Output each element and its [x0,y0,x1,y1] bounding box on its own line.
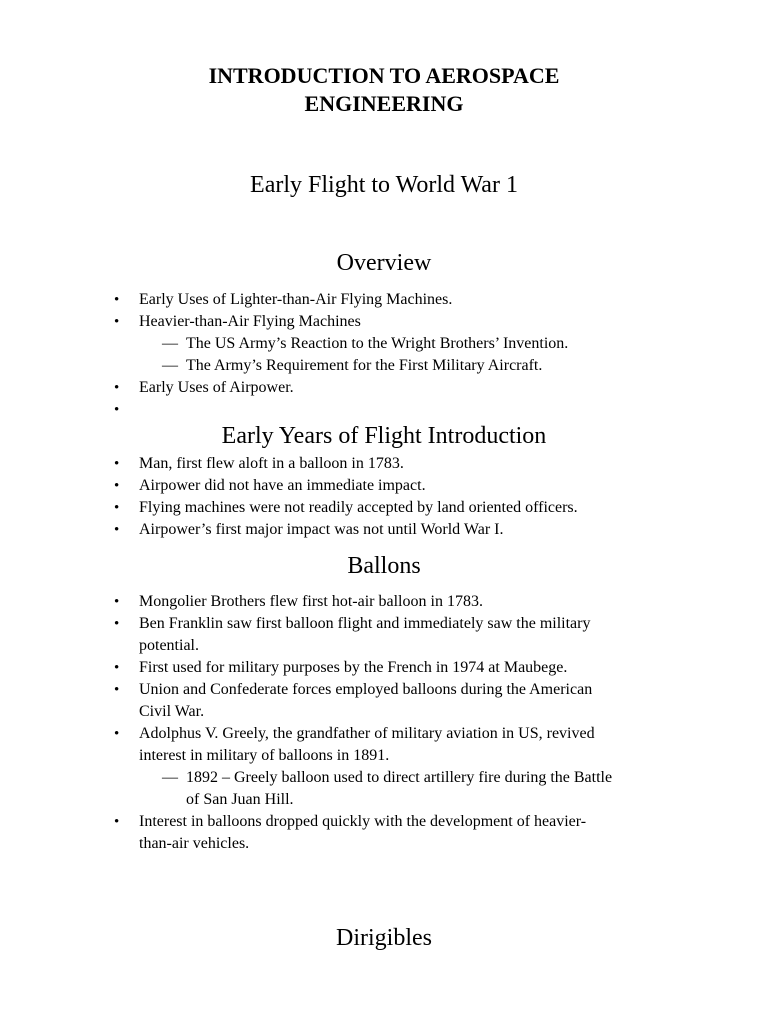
title-line-1: INTRODUCTION TO AEROSPACE [208,63,560,88]
list-item: • Early Uses of Airpower. [0,377,768,399]
item-line: • Interest in balloons dropped quickly with the development of heavier- [139,813,587,830]
item-line: than-air vehicles. [139,835,250,852]
sub-item-text: of San Juan Hill. [186,791,294,808]
item-line: interest in military of balloons in 1891. [139,747,390,764]
sub-list-item [0,355,768,377]
list-item: • Airpower did not have an immediate impact. [0,475,768,497]
list-item: • Flying machines were not readily accepted by land oriented officers. [0,497,768,519]
item-line: • Union and Confederate forces employed balloons during the American [139,681,593,698]
list-item: • Airpower’s first major impact was not until World War I. [0,519,768,541]
dash-marker: — [162,769,178,786]
list-item: • First used for military purposes by the French in 1974 at Maubege. [0,657,768,679]
dash-marker: — [162,335,178,352]
list-item: • Early Uses of Lighter-than-Air Flying Machines. [0,289,768,311]
sub-list-item [0,767,768,811]
list-item [0,811,768,855]
early-years-heading: Early Years of Flight Introduction [221,423,547,449]
title-line-2: ENGINEERING [304,91,464,116]
overview-list [0,289,768,399]
sub-item-text: 1892 – Greely balloon used to direct artillery fire during the Battle [186,769,613,786]
document-title [0,62,768,118]
list-item: • Man, first flew aloft in a balloon in 1783. [0,453,768,475]
sub-item-text: The US Army’s Reaction to the Wright Brothers’ Invention. [186,335,569,352]
ballons-list [0,591,768,855]
list-item [0,613,768,657]
item-line: Civil War. [139,703,205,720]
early-years-list [0,453,768,541]
list-item [0,679,768,723]
document-subtitle: Early Flight to World War 1 [250,172,518,198]
item-line: potential. [139,637,199,654]
item-line: • Adolphus V. Greely, the grandfather of military aviation in US, revived [139,725,595,742]
dirigibles-heading: Dirigibles [336,925,432,951]
sub-list-item [0,333,768,355]
dash-marker: — [162,357,178,374]
ballons-heading: Ballons [347,553,421,579]
list-item: • Heavier-than-Air Flying Machines [0,311,768,333]
overview-heading: Overview [336,250,432,276]
list-item [0,723,768,767]
list-item: • Mongolier Brothers flew first hot-air balloon in 1783. [0,591,768,613]
item-line: • Ben Franklin saw first balloon flight and immediately saw the military [139,615,591,632]
sub-item-text: The Army’s Requirement for the First Military Aircraft. [186,357,543,374]
